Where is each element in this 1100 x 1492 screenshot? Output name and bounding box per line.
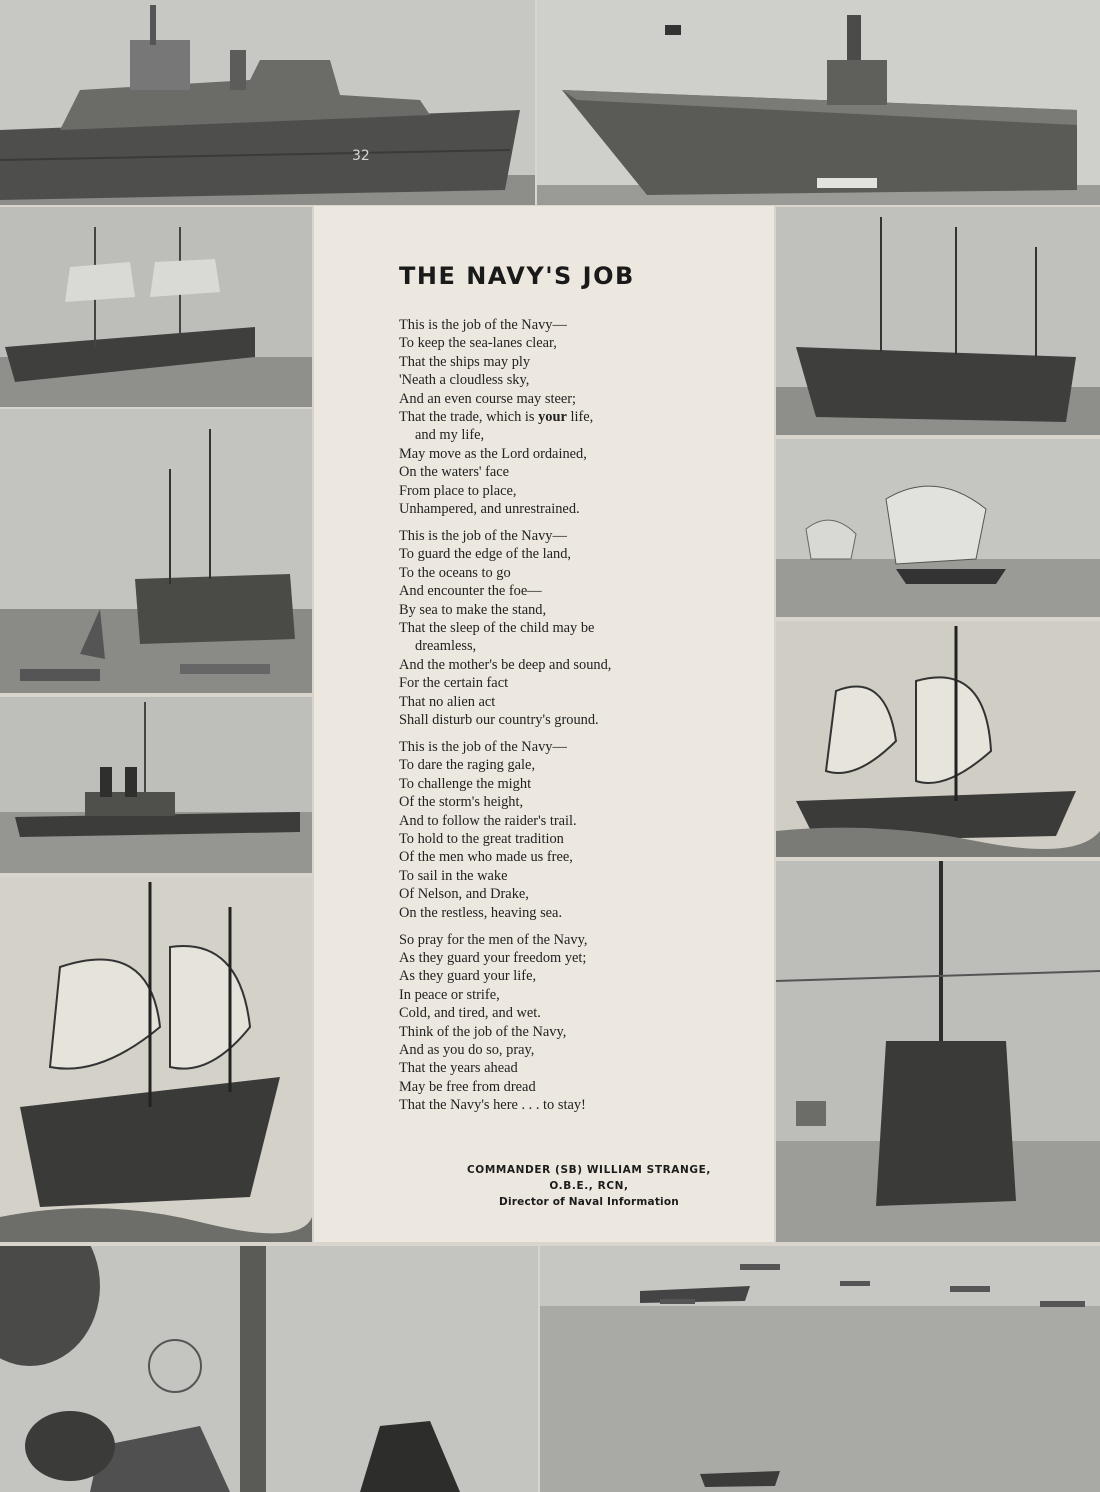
aircraft-carrier-image — [537, 0, 1100, 205]
convoy-image — [540, 1246, 1100, 1492]
ironclad-image — [0, 697, 312, 873]
stanza-4 — [399, 931, 759, 1115]
stanza-2 — [399, 527, 759, 729]
poem-line: And the mother's be deep and sound, — [399, 656, 612, 673]
ship-of-the-line-image — [776, 207, 1100, 435]
author-signature — [429, 1162, 749, 1210]
poem-line: and my life, — [415, 427, 485, 444]
photo-galleon-drawing — [776, 621, 1100, 857]
poem-line: That no alien act — [399, 693, 496, 710]
photo-harbour-ship — [0, 409, 312, 693]
poem-line: To sail in the wake — [399, 867, 508, 884]
poem-line: 'Neath a cloudless sky, — [399, 372, 530, 389]
poem-line: So pray for the men of the Navy, — [399, 931, 588, 948]
poem-line: Unhampered, and unrestrained. — [399, 501, 580, 518]
poem-line: Think of the job of the Navy, — [399, 1023, 567, 1040]
poem-line: As they guard your life, — [399, 968, 537, 985]
galleon-drawing-image — [776, 621, 1100, 857]
poem-line: To hold to the great tradition — [399, 830, 564, 847]
poem-line: That the trade, which is your life, — [399, 409, 594, 426]
photo-gun-crew — [0, 1246, 538, 1492]
poem-line: May be free from dread — [399, 1078, 536, 1095]
stanza-3 — [399, 738, 759, 922]
poem-line: And encounter the foe— — [399, 583, 542, 600]
author-title: Director of Naval Information — [499, 1196, 679, 1208]
poem-line: From place to place, — [399, 482, 517, 499]
photo-ship-of-the-line — [776, 207, 1100, 435]
poem-line: By sea to make the stand, — [399, 601, 547, 618]
poem-line: And an even course may steer; — [399, 390, 577, 407]
poem-line: To keep the sea-lanes clear, — [399, 335, 557, 352]
carrack-drawing-image — [0, 877, 312, 1242]
poem-line: Of Nelson, and Drake, — [399, 886, 529, 903]
frigate-at-sea-image — [776, 439, 1100, 617]
poem-line: This is the job of the Navy— — [399, 527, 567, 544]
poem-line: To guard the edge of the land, — [399, 546, 572, 563]
hull-number: 32 — [352, 148, 370, 164]
harbour-ship-image — [0, 409, 312, 693]
poem-line: On the waters' face — [399, 464, 510, 481]
poem-line: That the Navy's here . . . to stay! — [399, 1097, 586, 1114]
photo-frigate-at-sea — [776, 439, 1100, 617]
photo-ironclad — [0, 697, 312, 873]
poem-stanzas — [399, 316, 759, 1123]
emphasis-your: your — [538, 409, 567, 426]
poem-line: May move as the Lord ordained, — [399, 445, 587, 462]
poem-line: dreamless, — [415, 638, 477, 655]
poem-line: As they guard your freedom yet; — [399, 949, 587, 966]
photo-carrack-drawing — [0, 877, 312, 1242]
ship-in-fog-image — [776, 861, 1100, 1242]
poem-panel — [314, 206, 774, 1242]
poem-line: And as you do so, pray, — [399, 1041, 535, 1058]
steam-sailing-ship-image — [0, 207, 312, 407]
poem-line: To dare the raging gale, — [399, 757, 536, 774]
gun-crew-image — [0, 1246, 538, 1492]
photo-ship-in-fog — [776, 861, 1100, 1242]
poem-line: And to follow the raider's trail. — [399, 812, 577, 829]
poem-line: That the ships may ply — [399, 353, 531, 370]
photo-aircraft-carrier — [537, 0, 1100, 205]
poem-line: That the sleep of the child may be — [399, 620, 595, 636]
poem-line: Of the storm's height, — [399, 794, 524, 811]
photo-convoy — [540, 1246, 1100, 1492]
poem-line: On the restless, heaving sea. — [399, 904, 563, 921]
photo-destroyer — [0, 0, 535, 205]
poem-line: For the certain fact — [399, 675, 509, 692]
poem-line: In peace or strife, — [399, 986, 500, 1003]
poem-line: That the years ahead — [399, 1060, 518, 1077]
author-honours: O.B.E., RCN, — [549, 1180, 629, 1192]
poem-line: To challenge the might — [399, 775, 532, 792]
author-name: COMMANDER (SB) WILLIAM STRANGE, — [466, 1164, 711, 1176]
destroyer-image — [0, 0, 535, 205]
poem-line: Of the men who made us free, — [399, 849, 573, 866]
poem-line: Cold, and tired, and wet. — [399, 1005, 541, 1022]
poem-line: To the oceans to go — [399, 564, 511, 581]
poem-line: Shall disturb our country's ground. — [399, 712, 599, 729]
poem-line: This is the job of the Navy— — [399, 738, 567, 755]
poem-title: THE NAVY'S JOB — [399, 262, 635, 290]
stanza-1 — [399, 316, 759, 518]
photo-steam-sailing-ship — [0, 207, 312, 407]
poem-line: This is the job of the Navy— — [399, 317, 567, 333]
